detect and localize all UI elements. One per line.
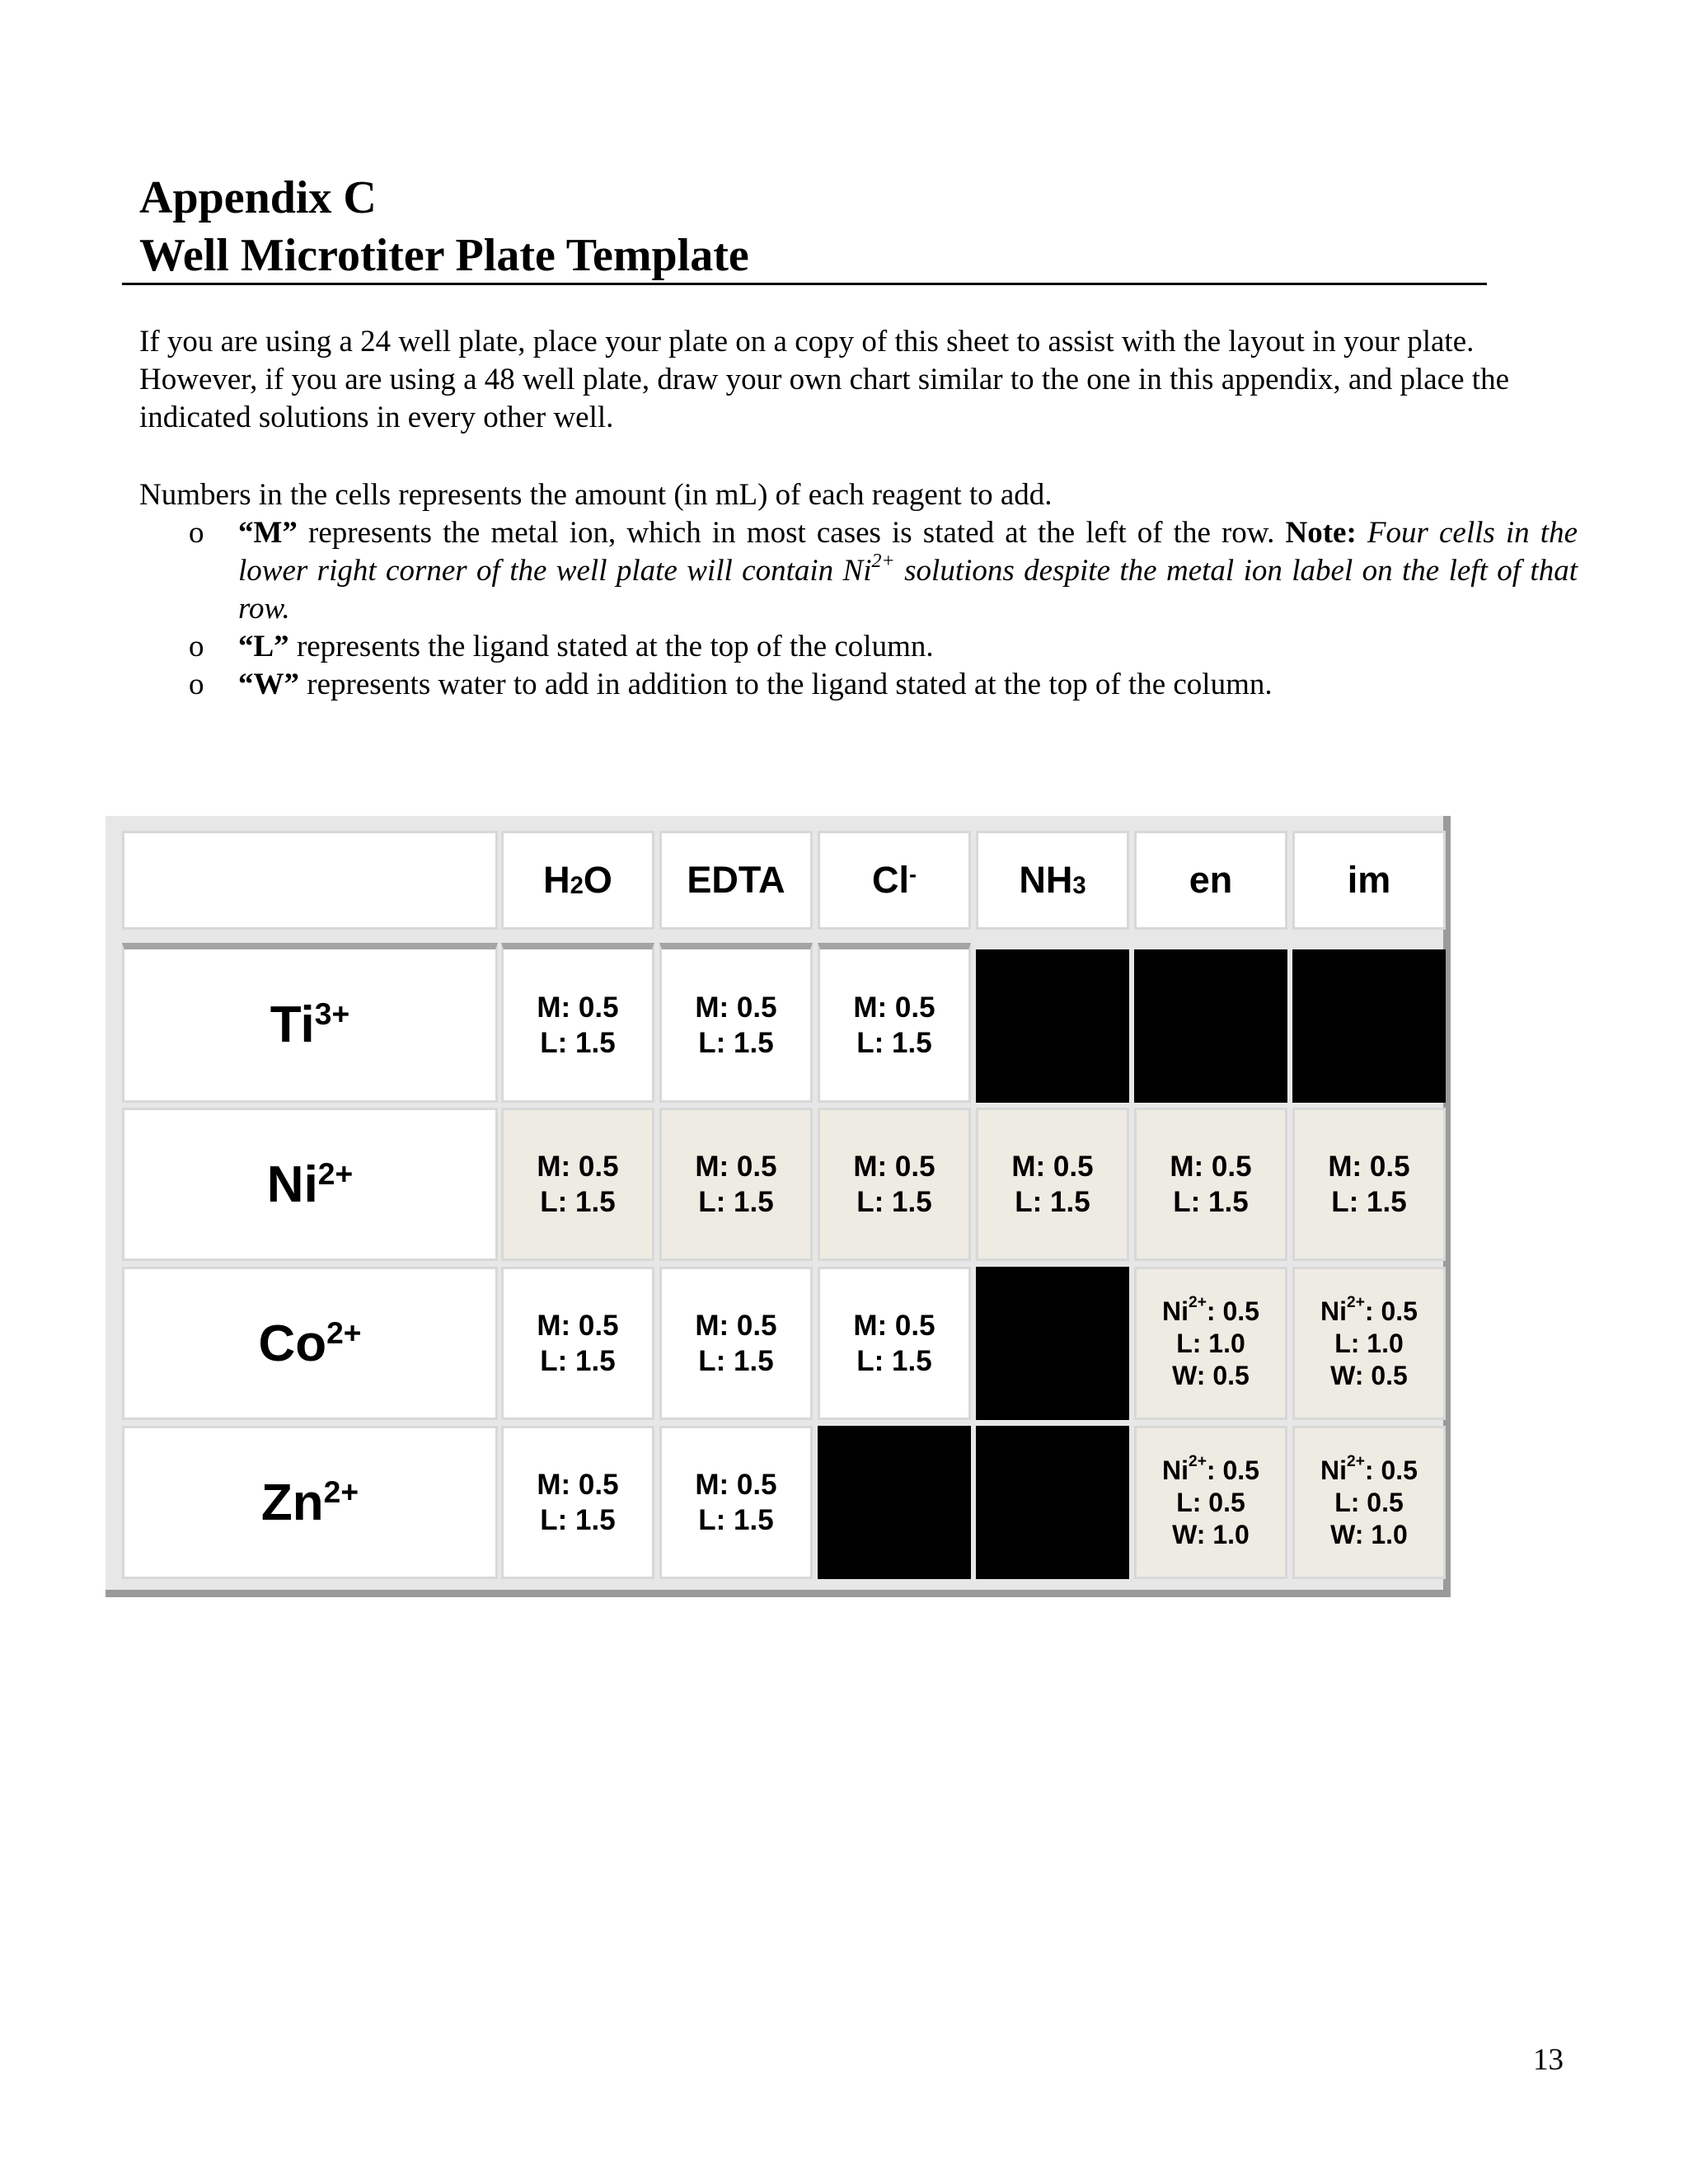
well-zn-nh3-empty bbox=[976, 1426, 1129, 1579]
column-header-cl: Cl - bbox=[818, 831, 971, 930]
well-zn-h2o: M: 0.5 L: 1.5 bbox=[501, 1426, 654, 1579]
heading-rule bbox=[122, 283, 1487, 285]
well-ti-nh3-empty bbox=[976, 949, 1129, 1103]
well-ni-nh3: M: 0.5 L: 1.5 bbox=[976, 1108, 1129, 1261]
column-header-en: en bbox=[1134, 831, 1287, 930]
well-co-edta: M: 0.5 L: 1.5 bbox=[659, 1267, 813, 1420]
bullet-text-m: represents the metal ion, which in most cases is stated at the left of the row. bbox=[297, 516, 1286, 550]
well-zn-en: $Ni^{2+}$: 0.5 L: 0.5 W: 1.0 bbox=[1134, 1426, 1287, 1579]
intro-paragraph: If you are using a 24 well plate, place your plate on a copy of this sheet to assist with the layout in your plate. However, if you are using a 48 well plate, draw your own chart similar to the one in this appendix, and place the indicated solutions in every other well. bbox=[139, 325, 1510, 434]
bullet-list bbox=[139, 514, 1578, 704]
column-header-h2o: H $_2$ O bbox=[501, 831, 654, 930]
well-ni-im: M: 0.5 L: 1.5 bbox=[1292, 1108, 1446, 1261]
appendix-subtitle: Well Microtiter Plate Template bbox=[139, 230, 749, 281]
well-ti-cl: M: 0.5 L: 1.5 bbox=[818, 943, 971, 1103]
well-co-h2o: M: 0.5 L: 1.5 bbox=[501, 1267, 654, 1420]
well-ni-edta: M: 0.5 L: 1.5 bbox=[659, 1108, 813, 1261]
column-header-nh3: NH $_3$ bbox=[976, 831, 1129, 930]
well-zn-cl-empty bbox=[818, 1426, 971, 1579]
well-co-im: $Ni^{2+}$: 0.5 L: 1.0 W: 0.5 bbox=[1292, 1267, 1446, 1420]
bullet-key-l: “L” bbox=[238, 630, 289, 663]
well-zn-im: $Ni^{2+}$: 0.5 L: 0.5 W: 1.0 bbox=[1292, 1426, 1446, 1579]
note-text: Four cells in the lower right corner of the well plate will contain $Ni^{2+}$ solutions despite the metal ion label on the left of that row. bbox=[238, 516, 1578, 626]
bullet-mark: o bbox=[189, 516, 204, 550]
well-co-nh3-empty bbox=[976, 1267, 1129, 1420]
bullet-text-l: represents the ligand stated at the top of the column. bbox=[288, 630, 934, 663]
row-header-co: Co $^{2+}$ bbox=[122, 1267, 498, 1420]
corner-cell bbox=[122, 831, 498, 930]
well-co-en: $Ni^{2+}$: 0.5 L: 1.0 W: 0.5 bbox=[1134, 1267, 1287, 1420]
column-header-edta: EDTA bbox=[659, 831, 813, 930]
well-ni-en: M: 0.5 L: 1.5 bbox=[1134, 1108, 1287, 1261]
well-ti-h2o: M: 0.5 L: 1.5 bbox=[501, 943, 654, 1103]
bullet-mark: o bbox=[189, 668, 204, 701]
page-number: 13 bbox=[1533, 2043, 1564, 2077]
bullet-item-m bbox=[139, 514, 1578, 628]
appendix-title: Appendix C bbox=[139, 172, 377, 223]
well-ti-en-empty bbox=[1134, 949, 1287, 1103]
well-ti-im-empty bbox=[1292, 949, 1446, 1103]
bullet-key-w: “W” bbox=[238, 668, 299, 701]
bullet-item-w bbox=[139, 666, 1578, 704]
bullet-key-m: “M” bbox=[238, 516, 298, 550]
column-header-im: im bbox=[1292, 831, 1446, 930]
row-header-ti: Ti $^{3+}$ bbox=[122, 943, 498, 1103]
well-ti-edta: M: 0.5 L: 1.5 bbox=[659, 943, 813, 1103]
well-ni-cl: M: 0.5 L: 1.5 bbox=[818, 1108, 971, 1261]
bullet-mark: o bbox=[189, 630, 204, 663]
note-label: Note: bbox=[1285, 516, 1357, 550]
bullet-text-w: represents water to add in addition to the ligand stated at the top of the column. bbox=[299, 668, 1273, 701]
row-header-zn: Zn $^{2+}$ bbox=[122, 1426, 498, 1579]
well-zn-edta: M: 0.5 L: 1.5 bbox=[659, 1426, 813, 1579]
well-co-cl: M: 0.5 L: 1.5 bbox=[818, 1267, 971, 1420]
numbers-intro: Numbers in the cells represents the amount (in mL) of each reagent to add. bbox=[139, 478, 1053, 512]
bullet-item-l bbox=[139, 628, 1578, 666]
well-ni-h2o: M: 0.5 L: 1.5 bbox=[501, 1108, 654, 1261]
row-header-ni: Ni $^{2+}$ bbox=[122, 1108, 498, 1261]
appendix-heading bbox=[139, 169, 1487, 284]
